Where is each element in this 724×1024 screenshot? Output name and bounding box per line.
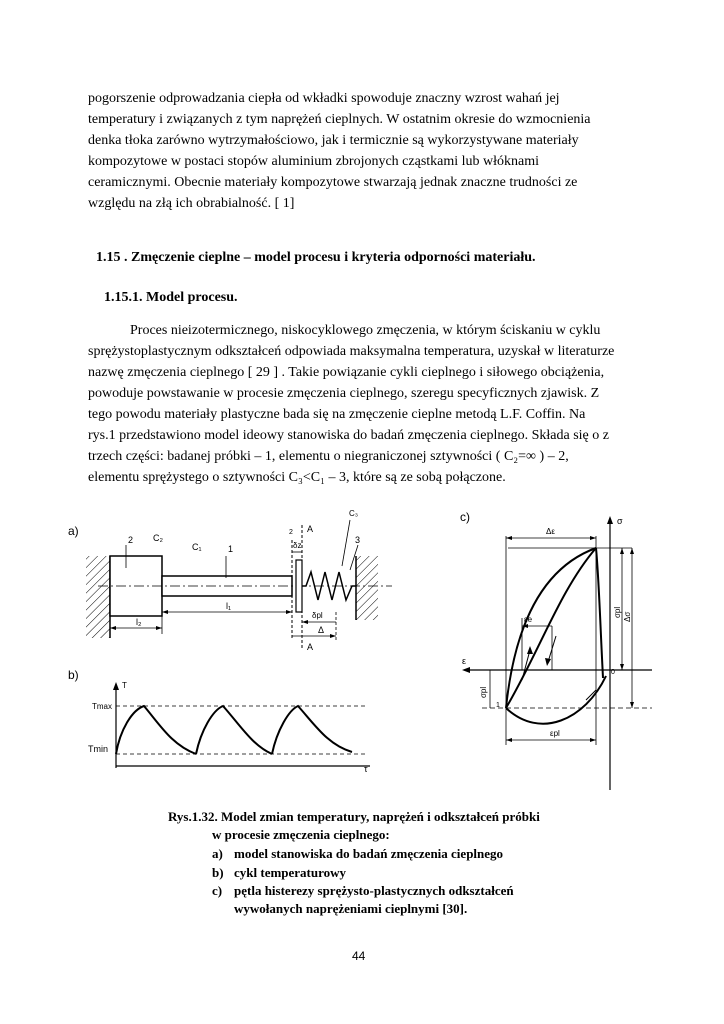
figure-label-b: b) — [68, 668, 79, 682]
dim-arrow — [620, 548, 624, 554]
figure-label-c: c) — [460, 510, 470, 524]
text-line: elementu sprężystego o sztywności C₃<C₁ – 3, które są ze sobą połączone. — [88, 470, 506, 485]
label-a-top: A — [307, 524, 314, 534]
label-delta-z: δz — [293, 541, 302, 550]
loop-inner-branch — [506, 548, 596, 708]
caption-item-text: model stanowiska do badań zmęczenia cieplnego — [234, 846, 504, 861]
text-line: tego powodu materiały plastyczne bada się na zmęczenie cieplne metodą L.F. Coffin. Na — [88, 407, 586, 422]
caption-item-a — [212, 845, 504, 863]
label-delta-sigma: Δσ — [623, 611, 632, 622]
text-line: pogorszenie odprowadzania ciepła od wkładki spowoduje znaczny wzrost wahań jej — [88, 91, 560, 106]
label-delta-pl: δpl — [312, 611, 323, 620]
text-line: denka tłoka zarówno wytrzymałościowo, jak i termicznie są wykorzystywane materiały — [88, 133, 579, 148]
label-3: 3 — [355, 535, 361, 545]
label-c3: C₃ — [349, 509, 359, 518]
caption-marker: b) — [212, 865, 224, 880]
eps-axis-arrow — [462, 667, 470, 673]
text-line: ceramicznymi. Obecnie materiały kompozytowe stwarzają jednak znaczne trudności ze — [88, 175, 578, 190]
label-zero: 0 — [611, 669, 615, 676]
label-2-small: 2 — [289, 529, 293, 536]
page-number: 44 — [352, 949, 366, 963]
subsection-heading: 1.15.1. Model procesu. — [104, 290, 238, 305]
text-line: Proces nieizotermicznego, niskocyklowego zmęczenia, w którym ściskaniu w cyklu — [130, 323, 601, 338]
caption-item-text: cykl temperaturowy — [234, 865, 347, 880]
dim-arrow — [506, 738, 512, 742]
text-line: sprężystoplastycznym odkształceń odpowiada maksymalna temperatura, uzyskał w literaturze — [88, 344, 615, 359]
label-c1: C₁ — [192, 542, 202, 552]
caption-marker: a) — [212, 846, 223, 861]
section-heading: 1.15 . Zmęczenie cieplne – model procesu i kryteria odporności materiału. — [96, 250, 536, 265]
caption-item-c-continued: wywołanych naprężeniami cieplnymi [30]. — [234, 901, 468, 916]
label-eps-e: εe — [524, 615, 533, 624]
label-delta: Δ — [318, 625, 325, 635]
label-1: 1 — [228, 544, 234, 554]
text-line: temperatury i związanych z tym naprężeń cieplnych. W ostatnim okresie do wzmocnienia — [88, 112, 591, 127]
label-sigma-pl-right: σpl — [613, 606, 622, 618]
label-eps-axis: ε — [462, 656, 467, 666]
loop-right-branch — [596, 548, 603, 678]
text-line: nazwę zmęczenia cieplnego [ 29 ] . Takie powiązanie cykli cieplnego i siłowego obciążenia, — [88, 365, 605, 380]
label-tau: τ — [364, 764, 368, 774]
label-c2: C₂ — [153, 533, 163, 543]
label-l2: l₂ — [136, 617, 142, 627]
text-line: rys.1 przedstawiono model ideowy stanowiska do badań zmęczenia cieplnego. Składa się o z — [88, 428, 609, 443]
figure-label-a: a) — [68, 524, 79, 538]
label-delta-eps: Δε — [546, 527, 555, 536]
caption-item-c — [212, 882, 514, 900]
caption-line: w procesie zmęczenia cieplnego: — [212, 827, 390, 842]
caption-marker: c) — [212, 883, 223, 898]
caption-item-b — [212, 864, 347, 882]
label-eps-pl: εpl — [550, 729, 560, 738]
label-one: 1 — [496, 702, 500, 709]
sigma-axis-arrow — [607, 516, 613, 524]
direction-arrow-head — [545, 658, 551, 666]
dim-arrow — [630, 702, 634, 708]
dim-arrow — [630, 548, 634, 554]
text-line: kompozytowe w postaci stopów aluminium zbrojonych cząstkami lub włóknami — [88, 154, 540, 169]
text-line: powoduje powstawanie w procesie zmęczenia cieplnego, szeregu specyficznych zjawisk. Z — [88, 386, 600, 401]
dim-arrow — [590, 738, 596, 742]
label-tmin: Tmin — [88, 744, 108, 754]
label-2: 2 — [128, 535, 134, 545]
label-T: T — [122, 681, 127, 690]
loop-unloading-branch — [506, 676, 606, 724]
direction-arrow-head — [527, 646, 533, 654]
label-a-bottom: A — [307, 642, 314, 652]
text-line: trzech części: badanej próbki – 1, elementu o niegraniczonej sztywności ( C₂=∞ ) – 2, — [88, 449, 569, 464]
label-sigma-pl-left: σpl — [479, 686, 488, 698]
text-line: względu na złą ich obrabialność. [ 1] — [88, 196, 295, 211]
label-l1: l₁ — [226, 601, 232, 611]
caption-title: Rys.1.32. Model zmian temperatury, naprężeń i odkształceń próbki — [168, 809, 540, 824]
label-tmax: Tmax — [92, 702, 112, 711]
dim-arrow — [506, 536, 512, 540]
dim-arrow — [590, 536, 596, 540]
label-sigma-axis: σ — [617, 516, 623, 526]
dim-arrow — [620, 664, 624, 670]
caption-item-text: pętla histerezy sprężysto-plastycznych odkształceń — [234, 883, 514, 898]
